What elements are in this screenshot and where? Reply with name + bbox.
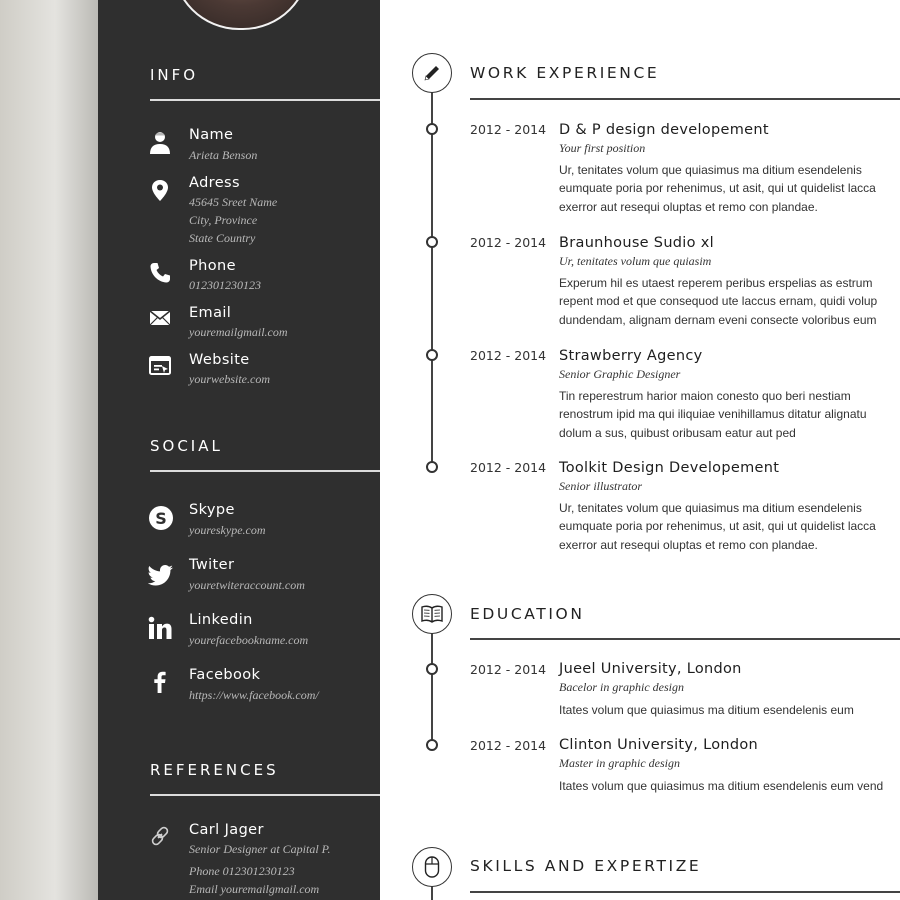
social-linkedin-value: yourefacebookname.com	[189, 633, 309, 647]
info-website-value: yourwebsite.com	[189, 372, 270, 386]
education-title: Clinton University, London	[559, 737, 759, 753]
reference-email: Email youremailgmail.com	[189, 882, 320, 896]
social-divider	[150, 470, 380, 472]
work-title: Strawberry Agency	[559, 348, 703, 364]
education-title: Jueel University, London	[559, 661, 742, 677]
work-subtitle: Senior Graphic Designer	[559, 367, 681, 381]
work-subtitle: Ur, tenitates volum que quiasim	[559, 254, 712, 268]
linkedin-icon	[148, 616, 172, 640]
education-description: Itates volum que quiasimus ma ditium esendelenis eum vend	[559, 779, 884, 793]
timeline-dot	[426, 349, 438, 361]
person-icon	[148, 130, 172, 154]
timeline-dot	[426, 236, 438, 248]
work-date: 2012 - 2014	[470, 460, 547, 475]
skills-divider	[470, 891, 900, 893]
timeline-dot	[426, 739, 438, 751]
social-linkedin-label: Linkedin	[189, 612, 253, 628]
work-experience-heading: WORK EXPERIENCE	[470, 64, 660, 82]
work-description: Ur, tenitates volum que quiasimus ma ditium esendelenis eumquate poria por rehenimus, ut asit, qui ut quidelist lacca exerror aut resequi oluptas et remo con plandae.	[559, 501, 876, 552]
phone-icon	[148, 261, 172, 285]
info-phone-label: Phone	[189, 258, 236, 274]
social-facebook-label: Facebook	[189, 667, 261, 683]
social-twitter-value: youretwiteraccount.com	[189, 578, 305, 592]
work-description: Ur, tenitates volum que quiasimus ma ditium esendelenis eumquate poria por rehenimus, ut asit, qui ut quidelist lacca exerror aut resequi oluptas et remo con plandae.	[559, 163, 876, 214]
browser-icon	[148, 354, 172, 378]
info-email-value: youremailgmail.com	[189, 325, 288, 339]
reference-name: Carl Jager	[189, 822, 264, 838]
info-heading: INFO	[150, 66, 199, 84]
reference-phone: Phone 012301230123	[189, 864, 295, 878]
info-address-value: 45645 Sreet Name City, Province State Country	[189, 195, 278, 245]
references-divider	[150, 794, 380, 796]
timeline-dot	[426, 663, 438, 675]
envelope-icon	[148, 306, 172, 330]
twitter-icon	[148, 563, 174, 587]
info-website-label: Website	[189, 352, 250, 368]
social-facebook-value: https://www.facebook.com/	[189, 688, 319, 702]
work-description: Experum hil es utaest reperem peribus erspelias as estrum repent mod et que consequod ute laccus ernam, quidi volup dundendam, alignam dernam eveni consecte voloribus eum	[559, 276, 878, 327]
map-pin-icon	[148, 178, 172, 202]
education-heading: EDUCATION	[470, 605, 585, 623]
work-subtitle: Senior illustrator	[559, 479, 643, 493]
background-desk	[0, 0, 100, 900]
education-date: 2012 - 2014	[470, 738, 547, 753]
timeline-dot	[426, 461, 438, 473]
social-skype-value: youreskype.com	[189, 523, 266, 537]
work-date: 2012 - 2014	[470, 122, 547, 137]
info-address-label: Adress	[189, 175, 240, 191]
education-subtitle: Bacelor in graphic design	[559, 680, 684, 694]
references-heading: REFERENCES	[150, 761, 279, 779]
info-email-label: Email	[189, 305, 232, 321]
work-subtitle: Your first position	[559, 141, 646, 155]
social-heading: SOCIAL	[150, 437, 223, 455]
education-date: 2012 - 2014	[470, 662, 547, 677]
svg-text:S: S	[155, 509, 167, 528]
education-timeline-line	[431, 633, 433, 745]
open-book-icon	[412, 594, 452, 634]
link-icon	[148, 824, 172, 848]
timeline-dot	[426, 123, 438, 135]
social-twitter-label: Twiter	[189, 557, 235, 573]
reference-role: Senior Designer at Capital P.	[189, 842, 331, 856]
mouse-icon	[412, 847, 452, 887]
skills-heading: SKILLS AND EXPERTIZE	[470, 857, 702, 875]
work-title: D & P design developement	[559, 122, 769, 138]
work-date: 2012 - 2014	[470, 235, 547, 250]
social-skype-label: Skype	[189, 502, 235, 518]
work-timeline-line	[431, 92, 433, 467]
work-title: Toolkit Design Developement	[559, 460, 780, 476]
work-divider	[470, 98, 900, 100]
education-subtitle: Master in graphic design	[559, 756, 680, 770]
info-phone-value: 012301230123	[189, 278, 261, 292]
info-name-label: Name	[189, 127, 234, 143]
work-date: 2012 - 2014	[470, 348, 547, 363]
skype-icon	[148, 505, 174, 531]
education-divider	[470, 638, 900, 640]
skills-timeline-line	[431, 886, 433, 900]
info-name-value: Arieta Benson	[189, 148, 258, 162]
info-divider	[150, 99, 380, 101]
work-description: Tin reperestrum harior maion conesto quo beri nestiam renostrum ipid ma qui iliquiae venihillamus ditatur alignatu dolum a sus, quibust oribusam eatur aut ped	[559, 389, 867, 440]
facebook-icon	[148, 670, 172, 694]
work-title: Braunhouse Sudio xl	[559, 235, 714, 251]
education-description: Itates volum que quiasimus ma ditium esendelenis eum	[559, 703, 854, 717]
pencil-icon	[412, 53, 452, 93]
